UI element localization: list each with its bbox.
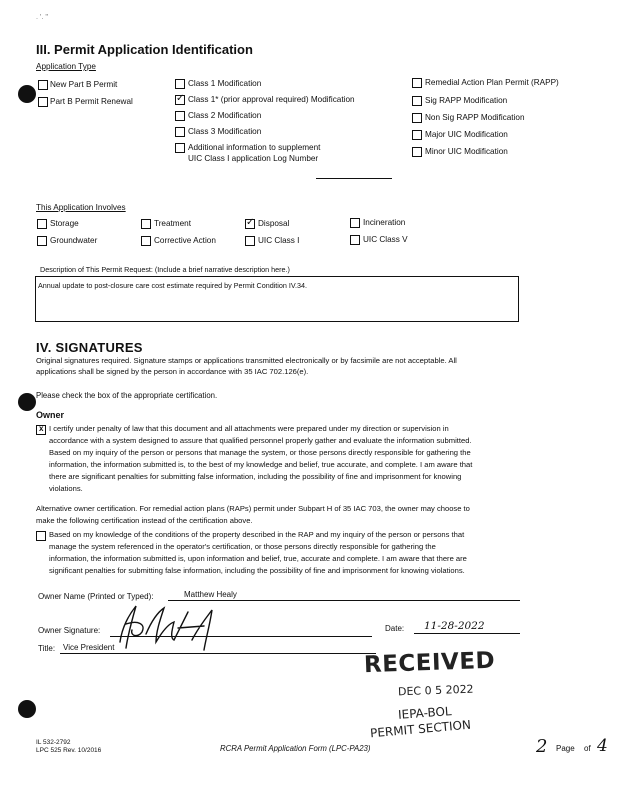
- iepa-bol-stamp: IEPA-BOL: [397, 704, 453, 722]
- class1-mod-checkbox[interactable]: [175, 79, 185, 89]
- class1-star-mod-checkbox[interactable]: [175, 95, 185, 105]
- owner-signature-label: Owner Signature:: [38, 626, 101, 635]
- form-code-1: IL 532-2792: [36, 739, 71, 746]
- alt-cert-line-4: significant penalties for submitting false information, including the possibility of fine and imprisonment for knowing violations.: [49, 566, 465, 575]
- owner-cert-line-3: Based on my inquiry of the person or persons that manage the system, or those persons directly responsible for gathering the: [49, 448, 471, 457]
- storage-label: Storage: [50, 219, 79, 228]
- uic-log-number-label: UIC Class I application Log Number: [188, 154, 319, 163]
- new-part-b-checkbox[interactable]: [38, 80, 48, 90]
- uic-class-1-checkbox[interactable]: [245, 236, 255, 246]
- rapp-checkbox[interactable]: [412, 78, 422, 88]
- alt-cert-intro-1: Alternative owner certification. For remedial action plans (RAPs) permit under Subpart H of 35 IAC 703, the owner may choose to: [36, 504, 470, 513]
- owner-name-value: Matthew Healy: [184, 590, 237, 599]
- owner-signature-line[interactable]: [110, 636, 372, 637]
- punch-hole: [18, 393, 36, 411]
- form-title: RCRA Permit Application Form (LPC-PA23): [220, 744, 371, 753]
- non-sig-rapp-checkbox[interactable]: [412, 113, 422, 123]
- owner-cert-line-2: accordance with a system designed to assure that qualified personnel properly gather and evaluate the information submitted.: [49, 436, 472, 445]
- minor-uic-checkbox[interactable]: [412, 147, 422, 157]
- non-sig-rapp-label: Non Sig RAPP Modification: [425, 113, 525, 122]
- class1-mod-label: Class 1 Modification: [188, 79, 262, 88]
- class1-star-mod-label: Class 1* (prior approval required) Modification: [188, 95, 355, 104]
- major-uic-label: Major UIC Modification: [425, 130, 508, 139]
- class3-mod-label: Class 3 Modification: [188, 127, 262, 136]
- scan-speck: . '. '': [36, 12, 49, 21]
- uic-class-1-label: UIC Class I: [258, 236, 300, 245]
- uic-class-5-checkbox[interactable]: [350, 235, 360, 245]
- disposal-checkbox[interactable]: [245, 219, 255, 229]
- owner-heading: Owner: [36, 410, 65, 420]
- uic-class-5-label: UIC Class V: [363, 235, 408, 244]
- class2-mod-label: Class 2 Modification: [188, 111, 262, 120]
- alt-cert-line-2: manage the system referenced in the operator's certification, or those persons directly responsible for gathering the: [49, 542, 436, 551]
- minor-uic-label: Minor UIC Modification: [425, 147, 508, 156]
- treatment-label: Treatment: [154, 219, 192, 228]
- involves-label: This Application Involves: [36, 203, 126, 212]
- alt-cert-checkbox[interactable]: [36, 531, 46, 541]
- title-line[interactable]: [60, 653, 376, 654]
- description-label: Description of This Permit Request: (Include a brief narrative description here.): [40, 265, 290, 274]
- permit-section-stamp: PERMIT SECTION: [369, 717, 472, 741]
- owner-signature-image: [112, 598, 222, 654]
- part-b-renewal-label: Part B Permit Renewal: [50, 97, 133, 106]
- section-3-title: III. Permit Application Identification: [36, 42, 253, 57]
- punch-hole: [18, 85, 36, 103]
- page-word: Page: [556, 744, 575, 753]
- owner-cert-line-4: information, the information submitted is, to the best of my knowledge and belief, true accurate, and complete. I am aware that: [49, 460, 473, 469]
- rapp-label: Remedial Action Plan Permit (RAPP): [425, 78, 559, 87]
- class3-mod-checkbox[interactable]: [175, 127, 185, 137]
- signatures-intro-1: Original signatures required. Signature stamps or applications transmitted electronically or by facsimile are not acceptable. All: [36, 356, 457, 365]
- groundwater-label: Groundwater: [50, 236, 98, 245]
- corrective-action-checkbox[interactable]: [141, 236, 151, 246]
- title-value: Vice President: [63, 643, 115, 652]
- major-uic-checkbox[interactable]: [412, 130, 422, 140]
- punch-hole: [18, 700, 36, 718]
- title-label: Title:: [38, 644, 56, 653]
- owner-cert-checkbox[interactable]: [36, 425, 46, 435]
- sig-rapp-label: Sig RAPP Modification: [425, 96, 508, 105]
- groundwater-checkbox[interactable]: [37, 236, 47, 246]
- form-code-2: LPC 525 Rev. 10/2016: [36, 747, 102, 754]
- application-type-label: Application Type: [36, 62, 96, 71]
- description-value: Annual update to post-closure care cost estimate required by Permit Condition IV.34.: [38, 281, 308, 290]
- alt-cert-line-1: Based on my knowledge of the conditions of the property described in the RAP and my inquiry of the person or persons that: [49, 530, 465, 539]
- owner-cert-line-1: I certify under penalty of law that this document and all attachments were prepared under my direction or supervision in: [49, 424, 449, 433]
- owner-cert-line-6: violations.: [49, 484, 83, 493]
- corrective-action-label: Corrective Action: [154, 236, 216, 245]
- of-word: of: [584, 744, 591, 753]
- additional-info-label: Additional information to supplement: [188, 143, 321, 152]
- received-date-stamp: DEC 0 5 2022: [397, 682, 474, 699]
- page-number: 2: [536, 736, 548, 757]
- owner-name-label: Owner Name (Printed or Typed):: [38, 592, 154, 601]
- description-box[interactable]: [35, 276, 519, 322]
- owner-cert-line-5: there are significant penalties for submitting false information, including the possibility of fine and imprisonment for knowing: [49, 472, 462, 481]
- section-4-title: IV. SIGNATURES: [36, 340, 143, 355]
- treatment-checkbox[interactable]: [141, 219, 151, 229]
- new-part-b-label: New Part B Permit: [50, 80, 118, 89]
- date-label: Date:: [385, 624, 405, 633]
- signatures-intro-2: applications shall be signed by the person in accordance with 35 IAC 702.126(e).: [36, 367, 309, 376]
- incineration-checkbox[interactable]: [350, 218, 360, 228]
- log-number-line[interactable]: [316, 178, 392, 179]
- storage-checkbox[interactable]: [37, 219, 47, 229]
- disposal-label: Disposal: [258, 219, 290, 228]
- sig-rapp-checkbox[interactable]: [412, 96, 422, 106]
- alt-cert-line-3: information, the information submitted is, upon information and belief, true, accurate and complete. I am aware that there are: [49, 554, 467, 563]
- additional-info-checkbox[interactable]: [175, 143, 185, 153]
- date-line[interactable]: [414, 633, 520, 634]
- page-total: 4: [597, 736, 608, 756]
- alt-cert-intro-2: make the following certification instead of the certification above.: [36, 516, 253, 525]
- part-b-renewal-checkbox[interactable]: [38, 97, 48, 107]
- received-stamp: RECEIVED: [363, 647, 496, 679]
- check-note: Please check the box of the appropriate certification.: [36, 391, 218, 400]
- class2-mod-checkbox[interactable]: [175, 111, 185, 121]
- incineration-label: Incineration: [363, 218, 406, 227]
- date-value: 11-28-2022: [424, 620, 485, 632]
